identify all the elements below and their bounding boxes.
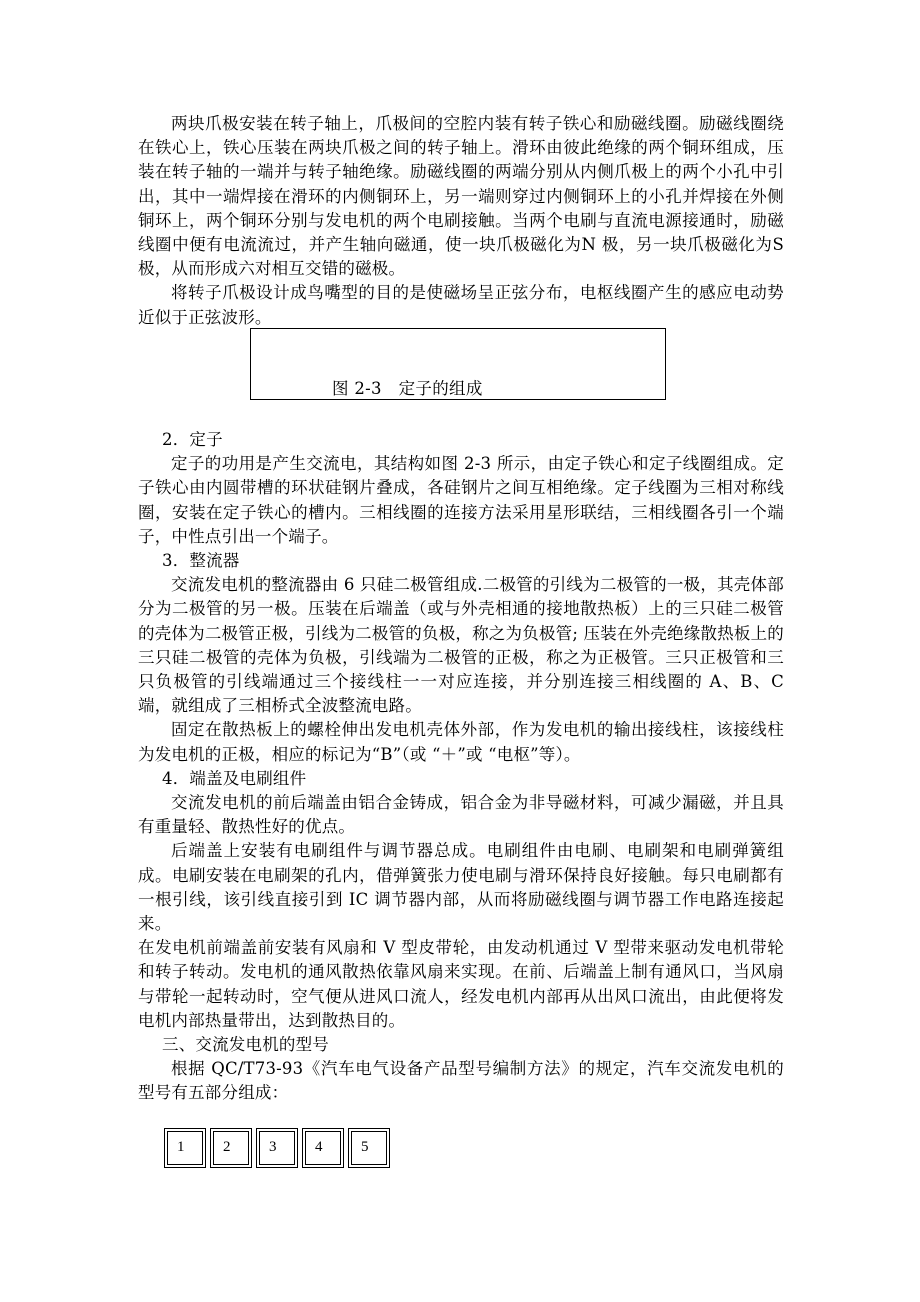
- claw-pole-paragraph: 将转子爪极设计成鸟嘴型的目的是使磁场呈正弦分布，电枢线圈产生的感应电动势近似于正弦波形。: [138, 283, 784, 327]
- cover-paragraph-3: 在发电机前端盖前安装有风扇和 V 型皮带轮，由发动机通过 V 型带来驱动发电机带轮和转子转动。发电机的通风散热依靠风扇来实现。在前、后端盖上制有通风口，当风扇与带轮一起转动时，空气便从进风口流人，经发电机内部再从出风口流出，由此便将发电机内部热量带出，达到散热目的。: [138, 938, 784, 1030]
- rotor-paragraph: 两块爪极安装在转子轴上，爪极间的空腔内装有转子铁心和励磁线圈。励磁线圈绕在铁心上，铁心压装在两块爪极之间的转子轴上。滑环由彼此绝缘的两个铜环组成，压装在转子轴的一端并与转子轴绝缘。励磁线圈的两端分别从内侧爪极上的两个小孔中引出，其中一端焊接在滑环的内侧铜环上，另一端则穿过内侧铜环上的小孔并焊接在外侧铜环上，两个铜环分别与发电机的两个电刷接触。当两个电刷与直流电源接通时，励磁线圈中便有电流流过，并产生轴向磁通，使一块爪极磁化为N 极，另一块爪极磁化为S 极，从而形成六对相互交错的磁极。: [138, 114, 784, 279]
- rectifier-paragraph-2: 固定在散热板上的螺栓伸出发电机壳体外部，作为发电机的输出接线柱，该接线柱为发电机的正极，相应的标记为“B”（或 “＋”或 “电枢”等）。: [138, 720, 784, 764]
- section-heading-cover: 4．端盖及电刷组件: [162, 768, 307, 788]
- model-part-box: 3: [256, 1128, 298, 1168]
- figure-caption: 图 2-3 定子的组成: [332, 379, 483, 398]
- model-part-box: 4: [302, 1128, 344, 1168]
- section-heading-stator: 2．定子: [162, 430, 223, 449]
- section-heading-rectifier: 3．整流器: [162, 551, 240, 571]
- rotor-text-section: [138, 112, 784, 330]
- model-part-box: 1: [164, 1128, 206, 1168]
- stator-paragraph: 定子的功用是产生交流电，其结构如图 2-3 所示，由定子铁心和定子线圈组成。定子铁心由内圆带槽的环状硅钢片叠成，各硅钢片之间互相绝缘。定子线圈为三相对称线圈，安装在定子铁心的槽内。三相线圈的连接方法采用星形联结，三相线圈各引一个端子，中性点引出一个端子。: [138, 454, 784, 546]
- model-part-box: 5: [348, 1128, 390, 1168]
- model-part-box: 2: [210, 1128, 252, 1168]
- cover-paragraph-1: 交流发电机的前后端盖由铝合金铸成，铝合金为非导磁材料，可减少漏磁，并且具有重量轻、散热性好的优点。: [138, 793, 784, 837]
- cover-paragraph-2: 后端盖上安装有电刷组件与调节器总成。电刷组件由电刷、电刷架和电刷弹簧组成。电刷安装在电刷架的孔内，借弹簧张力使电刷与滑环保持良好接触。每只电刷都有一根引线，该引线直接引到 IC 调节器内部，从而将励磁线圈与调节器工作电路连接起来。: [138, 841, 784, 934]
- section-heading-model: 三、交流发电机的型号: [162, 1035, 329, 1055]
- model-paragraph: 根据 QC/T73-93《汽车电气设备产品型号编制方法》的规定，汽车交流发电机的型号有五部分组成：: [138, 1059, 784, 1103]
- model-number-boxes: [164, 1128, 390, 1168]
- rectifier-paragraph-1: 交流发电机的整流器由 6 只硅二极管组成.二极管的引线为二极管的一极，其壳体部分为二极管的另一极。压装在后端盖（或与外壳相通的接地散热板）上的三只硅二极管的壳体为二极管正极，引线为二极管的负极，称之为负极管; 压装在外壳绝缘散热板上的三只硅二极管的壳体为负极，引线端为二极管的正极，称之为正极管。三只正极管和三只负极管的引线端通过三个接线柱一一对应连接，并分别连接三相线圈的 A、B、C 端，就组成了三相桥式全波整流电路。: [138, 575, 784, 716]
- main-text-section: [138, 428, 784, 1106]
